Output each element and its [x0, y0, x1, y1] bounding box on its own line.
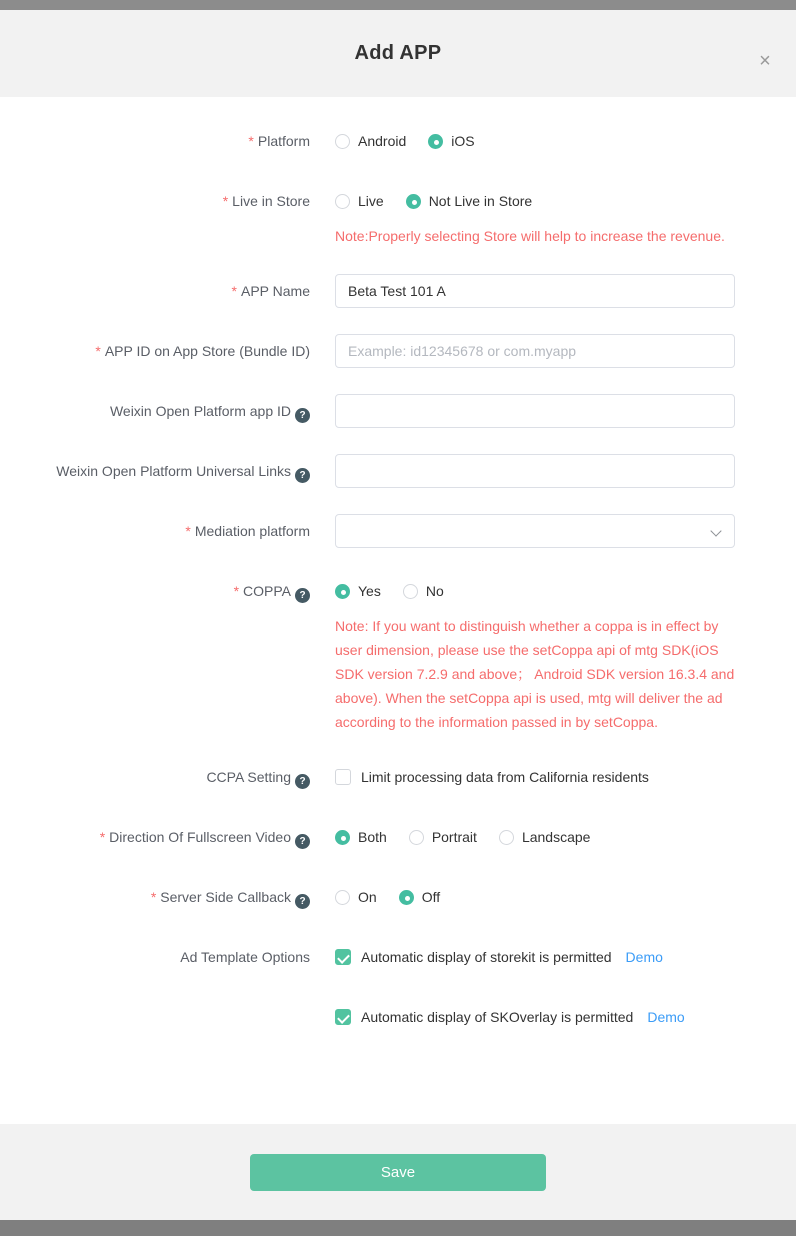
radio-label[interactable]: Yes [358, 583, 381, 599]
required-star: * [99, 829, 106, 845]
direction-radio-portrait[interactable] [409, 829, 477, 845]
help-icon[interactable]: ? [295, 468, 310, 483]
bottom-window-bar [0, 1220, 796, 1236]
modal-title: Add APP [354, 42, 442, 64]
radio-unselected-icon[interactable] [335, 890, 350, 905]
server-callback-label: * Server Side Callback ? [0, 880, 310, 914]
modal-header [0, 10, 796, 97]
checkbox-label[interactable]: Automatic display of SKOverlay is permitted [361, 1009, 634, 1025]
save-button[interactable]: Save [250, 1154, 546, 1191]
radio-label[interactable]: Live [358, 193, 384, 209]
skoverlay-demo-link[interactable]: Demo [647, 1009, 685, 1025]
radio-label[interactable]: No [425, 583, 444, 599]
mediation-platform-label: * Mediation platform [185, 523, 310, 539]
radio-label[interactable]: Android [358, 133, 407, 149]
radio-label[interactable]: iOS [451, 133, 475, 149]
coppa-row [0, 574, 796, 734]
storekit-demo-link[interactable]: Demo [625, 949, 663, 965]
radio-unselected-icon[interactable] [499, 830, 514, 845]
platform-radio-android[interactable] [335, 133, 406, 149]
app-id-label: * APP ID on App Store (Bundle ID) [95, 343, 310, 359]
server-callback-row [0, 880, 796, 914]
chevron-down-icon [710, 525, 721, 536]
radio-unselected-icon[interactable] [335, 194, 350, 209]
weixin-app-id-label: Weixin Open Platform app ID ? [0, 394, 310, 428]
help-icon[interactable]: ? [295, 408, 310, 423]
radio-unselected-icon[interactable] [403, 584, 418, 599]
live-radio-not-live[interactable] [406, 193, 533, 209]
radio-unselected-icon[interactable] [335, 134, 350, 149]
add-app-form [0, 97, 796, 1124]
live-in-store-label: * Live in Store [222, 193, 310, 209]
app-id-row [0, 334, 796, 368]
direction-label: * Direction Of Fullscreen Video ? [0, 820, 310, 854]
server-callback-radio-off[interactable] [399, 889, 440, 905]
weixin-universal-links-row [0, 454, 796, 488]
checkbox-unchecked-icon[interactable] [335, 769, 351, 785]
radio-label[interactable]: Both [358, 829, 387, 845]
weixin-app-id-input[interactable] [335, 394, 735, 428]
ad-template-row [0, 940, 796, 1034]
checkbox-checked-icon[interactable] [335, 1009, 351, 1025]
storekit-checkbox[interactable] [335, 940, 796, 974]
top-window-bar [0, 0, 796, 10]
app-name-label: * APP Name [231, 283, 310, 299]
mediation-platform-row [0, 514, 796, 548]
required-star: * [150, 889, 157, 905]
required-star: * [248, 133, 254, 149]
platform-label: * Platform [248, 133, 310, 149]
radio-selected-icon[interactable] [406, 194, 421, 209]
app-name-row [0, 274, 796, 308]
radio-label[interactable]: On [358, 889, 377, 905]
radio-selected-icon[interactable] [335, 584, 350, 599]
required-star: * [222, 193, 229, 209]
weixin-universal-links-label: Weixin Open Platform Universal Links ? [0, 454, 310, 488]
required-star: * [95, 343, 101, 359]
direction-radio-landscape[interactable] [499, 829, 591, 845]
platform-row [0, 124, 796, 158]
required-star: * [233, 583, 240, 599]
checkbox-label[interactable]: Limit processing data from California residents [361, 769, 649, 785]
checkbox-checked-icon[interactable] [335, 949, 351, 965]
weixin-universal-links-input[interactable] [335, 454, 735, 488]
required-star: * [185, 523, 191, 539]
close-icon[interactable]: × [759, 50, 771, 72]
ccpa-label: CCPA Setting ? [0, 760, 310, 794]
coppa-radio-yes[interactable] [335, 583, 381, 599]
app-name-input[interactable] [335, 274, 735, 308]
live-in-store-row [0, 184, 796, 248]
radio-selected-icon[interactable] [399, 890, 414, 905]
ccpa-checkbox[interactable] [335, 760, 796, 794]
ad-template-label: Ad Template Options [180, 949, 310, 965]
help-icon[interactable]: ? [295, 894, 310, 909]
radio-label[interactable]: Landscape [521, 829, 591, 845]
weixin-app-id-row [0, 394, 796, 428]
ccpa-row [0, 760, 796, 794]
radio-selected-icon[interactable] [428, 134, 443, 149]
app-id-input[interactable] [335, 334, 735, 368]
coppa-label: * COPPA ? [0, 574, 310, 734]
coppa-radio-no[interactable] [403, 583, 444, 599]
platform-radio-ios[interactable] [428, 133, 474, 149]
coppa-note: Note: If you want to distinguish whether a coppa is in effect by user dimension, please use the setCoppa api of mtg SDK(iOS SDK version 7.2.9 and above； Android SDK version 16.3.4 and above). When the setCoppa api is used, mtg will deliver the ad according to the information passed in by setCoppa. [335, 618, 735, 730]
radio-label[interactable]: Not Live in Store [428, 193, 533, 209]
checkbox-label[interactable]: Automatic display of storekit is permitted [361, 949, 612, 965]
radio-label[interactable]: Off [421, 889, 441, 905]
mediation-platform-select[interactable] [335, 514, 735, 548]
help-icon[interactable]: ? [295, 588, 310, 603]
direction-row [0, 820, 796, 854]
radio-label[interactable]: Portrait [431, 829, 477, 845]
live-in-store-note: Note:Properly selecting Store will help to increase the revenue. [335, 228, 725, 244]
live-radio-live[interactable] [335, 193, 384, 209]
skoverlay-checkbox[interactable] [335, 1000, 796, 1034]
radio-unselected-icon[interactable] [409, 830, 424, 845]
direction-radio-both[interactable] [335, 829, 387, 845]
radio-selected-icon[interactable] [335, 830, 350, 845]
modal-footer [0, 1124, 796, 1220]
server-callback-radio-on[interactable] [335, 889, 377, 905]
help-icon[interactable]: ? [295, 834, 310, 849]
required-star: * [231, 283, 237, 299]
help-icon[interactable]: ? [295, 774, 310, 789]
